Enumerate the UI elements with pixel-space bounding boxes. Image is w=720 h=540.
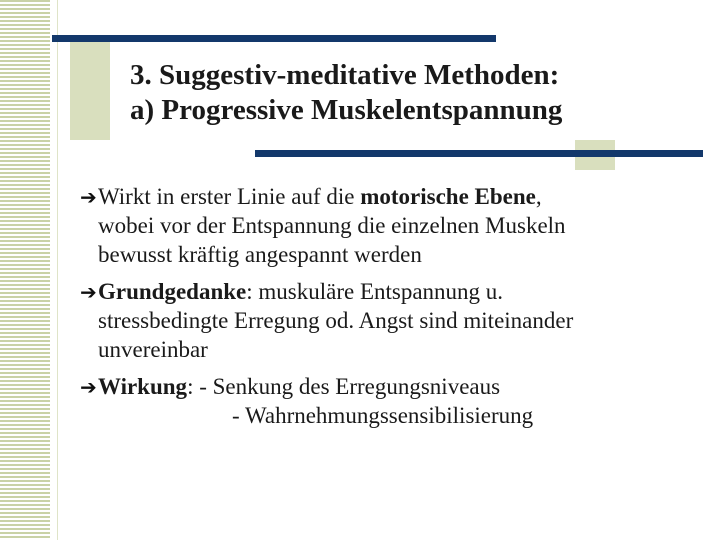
arrow-right-icon: ➔ [80,282,97,304]
title-line-1: 3. Suggestiv-meditative Methoden: [130,59,560,91]
bullet-text-line2: stressbedingte Erregung od. Angst sind miteinander [98,308,574,333]
title-bar-top [52,35,496,42]
slide-content [70,182,700,438]
bullet-text: Wirkt in erster Linie auf die motorische Ebene, [98,184,542,209]
title-bar-bottom [255,150,703,157]
bullet-text-line3: bewusst kräftig angespannt werden [98,242,422,267]
bullet-text-line2: - Wahrnehmungssensibilisierung [232,403,534,428]
bullet-bold: Wirkung [98,374,188,399]
bullet-item [70,277,700,364]
bullet-text: Wirkung: - Senkung des Erregungsniveaus [98,374,501,399]
decorative-vertical-line [57,0,58,540]
bullet-item [70,372,700,430]
decorative-stripes [0,0,50,540]
bullet-bold: Grundgedanke [98,279,247,304]
bullet-text: Grundgedanke: muskuläre Entspannung u. [98,279,504,304]
bullet-item [70,182,700,269]
bullet-text-line3: unvereinbar [98,337,208,362]
title-line-2: a) Progressive Muskelentspannung [130,94,563,126]
arrow-right-icon: ➔ [80,377,97,399]
bullet-bold: motorische Ebene [360,184,536,209]
bullet-text-line2: wobei vor der Entspannung die einzelnen Muskeln [98,213,566,238]
slide-title [130,58,690,128]
title-accent-block [70,42,110,140]
arrow-right-icon: ➔ [80,187,97,209]
